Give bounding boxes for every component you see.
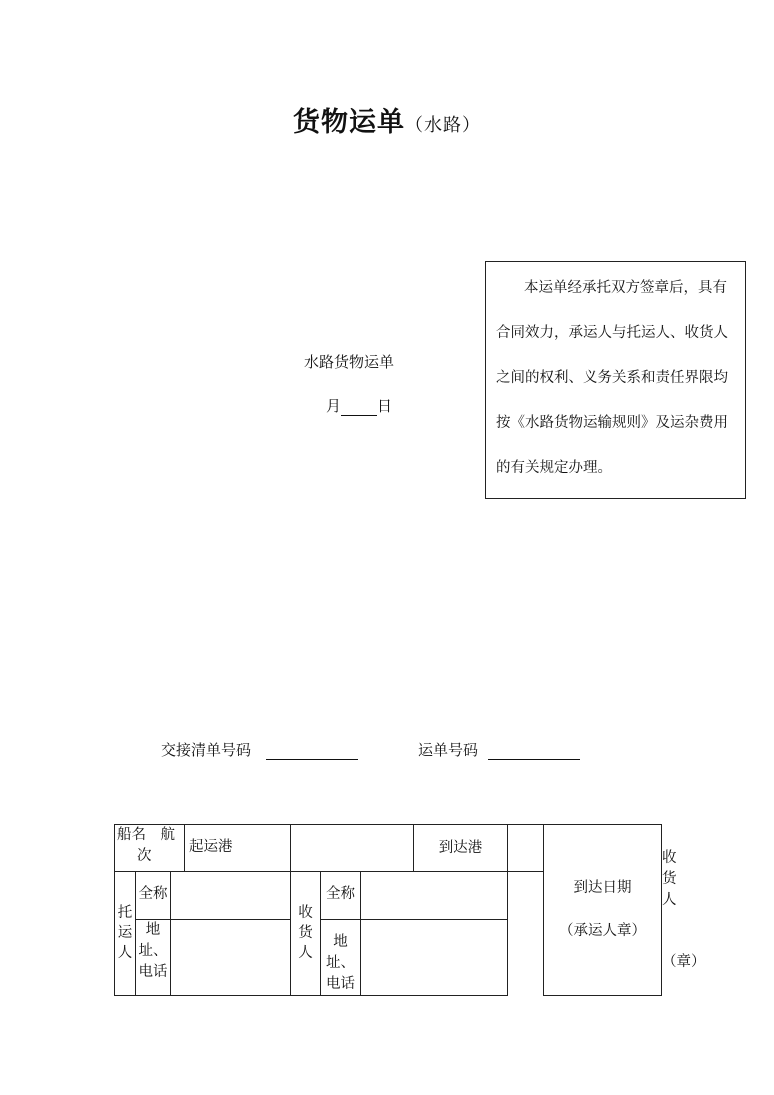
title-main: 货物运单 (293, 107, 405, 138)
ship-name-voyage-cell (115, 825, 185, 872)
arrival-date-label: 到达日期 (573, 880, 632, 896)
notice-line: 本运单经承托双方签章后，具有 (524, 280, 727, 296)
consignee-address-label: 地址、 电话 (321, 920, 361, 996)
title-sub: （水路） (405, 115, 481, 136)
waybill-label: 运单号码 (418, 741, 479, 759)
ship-name-label: 船名 航 (117, 827, 175, 843)
notice-line: 的有关规定办理。 (496, 460, 612, 476)
shipper-address-value[interactable] (171, 920, 291, 996)
consignee-header: 收货人 (291, 872, 321, 996)
handover-number-field[interactable] (266, 741, 358, 760)
contract-notice-box (485, 261, 746, 499)
month-blank[interactable] (341, 397, 377, 416)
page-title (0, 100, 774, 139)
waybill-table: 船名 航 次 起运港 到达港 到达日期 （承运人章） 收货人 （章） 托运人 全称 收货人 全称 地 址、 电话 地址、 电话 (114, 824, 662, 996)
consignee-address-value[interactable] (361, 920, 508, 996)
notice-line: 按《水路货物运输规则》及运杂费用 (496, 415, 728, 431)
dest-port-label: 到达港 (414, 825, 508, 872)
origin-port-value[interactable] (291, 825, 414, 872)
notice-line: 合同效力，承运人与托运人、收货人 (496, 325, 728, 341)
shipper-fullname-value[interactable] (171, 872, 291, 920)
shipper-address-label: 地 址、 电话 (136, 920, 171, 996)
arrival-date-cell (544, 825, 662, 996)
consignee-fullname-value[interactable] (361, 872, 508, 920)
origin-port-label: 起运港 (185, 825, 291, 872)
day-label: 日 (377, 397, 393, 415)
waybill-caption: 水路货物运单 (304, 353, 395, 371)
handover-label: 交接清单号码 (161, 741, 252, 759)
shipper-header: 托运人 (115, 872, 136, 996)
date-line (326, 395, 392, 416)
carrier-seal-label: （承运人章） (559, 923, 647, 939)
shipper-fullname-label: 全称 (136, 872, 171, 920)
dest-port-value[interactable] (508, 825, 544, 872)
consignee-fullname-label: 全称 (321, 872, 361, 920)
handover-number-row (161, 739, 358, 760)
notice-line: 之间的权利、义务关系和责任界限均 (496, 370, 728, 386)
waybill-number-row (418, 739, 580, 760)
voyage-label: 次 (137, 848, 152, 864)
waybill-number-field[interactable] (488, 741, 580, 760)
month-label: 月 (326, 397, 342, 415)
